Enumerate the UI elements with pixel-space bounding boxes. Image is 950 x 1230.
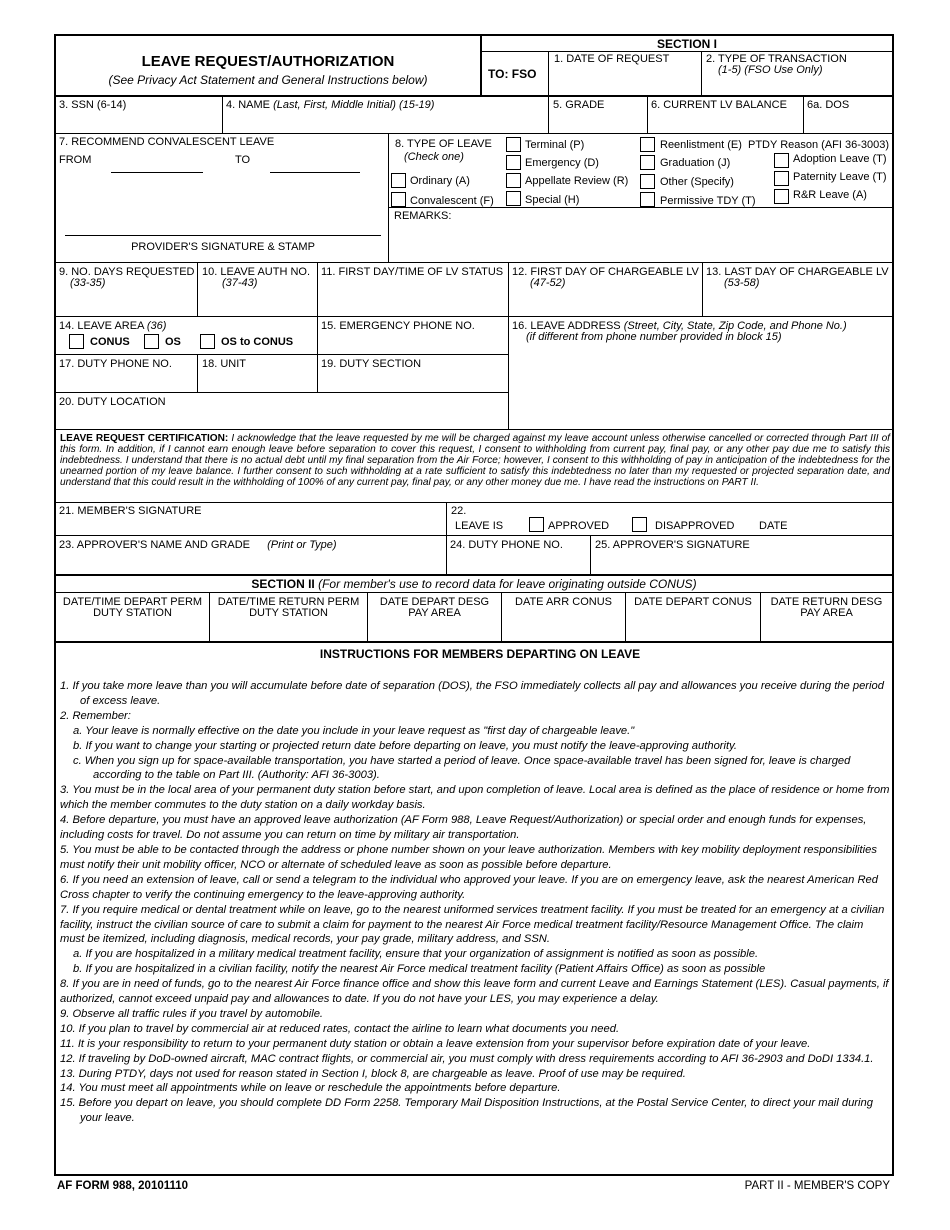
instruction-item: 12. If traveling by DoD-owned aircraft, MAC contract flights, or commercial air, you must comply with dress requirements according to AFI 36-2903 and DoDI 1334.1. (60, 1052, 874, 1065)
section-ii-col-4-line1: DATE ARR CONUS (515, 596, 612, 608)
last-chargeable-field[interactable] (703, 263, 892, 316)
leave-area-note: (36) (146, 320, 167, 332)
special-label: Special (H) (525, 194, 580, 206)
section-ii-col-3-line1: DATE DEPART DESG (379, 596, 490, 608)
lv-balance-field[interactable] (648, 97, 803, 133)
last-chargeable-note: (53-58) (724, 277, 760, 289)
instruction-item: b. If you are hospitalized in a civilian facility, notify the nearest Air Force medical treatment facility (Patient Affairs Office) as soon as possible (73, 963, 766, 976)
section-ii-col-2-line2: DUTY STATION (249, 607, 328, 619)
conus-checkbox[interactable] (69, 334, 84, 349)
approver-name-label-text: 23. APPROVER'S NAME AND GRADE (59, 539, 250, 551)
leave-is-label: LEAVE IS (455, 520, 504, 532)
date-of-request-label: 1. DATE OF REQUEST (554, 53, 670, 65)
appellate-checkbox[interactable] (506, 173, 521, 188)
permissive-tdy-label: Permissive TDY (T) (660, 195, 756, 207)
date-of-request-field[interactable] (549, 52, 701, 95)
paternity-label: Paternity Leave (T) (793, 171, 887, 183)
instruction-item: a. If you are hospitalized in a military medical treatment facility, ensure that your organization of assignment is notified as soon as possible. (73, 948, 759, 961)
approved-label: APPROVED (548, 520, 610, 532)
duty-phone24-label: 24. DUTY PHONE NO. (450, 539, 563, 551)
instructions-heading: INSTRUCTIONS FOR MEMBERS DEPARTING ON LEAVE (319, 647, 641, 661)
copy-label: PART II - MEMBER'S COPY (744, 1180, 890, 1192)
instruction-item: c. When you sign up for space-available transportation, you have started a period of leave. Once space-available travel has been signed for, leave is charged according to the table on Part III. (Authority: AFI 36-3003). (73, 754, 851, 782)
leave-request-certification (60, 433, 890, 488)
reenlistment-checkbox[interactable] (640, 137, 655, 152)
leave-address-label-text: 16. LEAVE ADDRESS (512, 320, 621, 332)
from-date-input[interactable] (111, 158, 203, 173)
leave-address-note: (Street, City, State, Zip Code, and Phone No.) (623, 320, 847, 332)
leave-address-field[interactable] (509, 317, 892, 429)
instruction-item: 4. Before departure, you must have an approved leave authorization (AF Form 988, Leave Request/Authorization) or special order and enough funds for expenses, including costs for travel. Do not assume you can return on time by military air transportation. (60, 814, 867, 842)
form-subtitle: (See Privacy Act Statement and General Instructions below) (108, 73, 428, 87)
to-date-input[interactable] (270, 158, 360, 173)
type-of-transaction-label: 2. TYPE OF TRANSACTION (706, 53, 847, 65)
instruction-item: 10. If you plan to travel by commercial air at reduced rates, contact the airline to learn what documents you need. (60, 1022, 620, 1035)
section-i-label: SECTION I (656, 37, 717, 51)
remarks-label: REMARKS: (394, 210, 452, 222)
section-ii-col-6-line1: DATE RETURN DESG (770, 596, 883, 608)
certification-text: I acknowledge that the leave requested by me will be charged against my leave account unless otherwise cancelled or corrected through Part III of this form. In addition, if I cannot earn enough leave before separation to cover this request, I consent to withholding from current pay, final pay, or any other pay due me to satisfy this indebtedness. I understand that there is no actual debt until my final separation from the Air Force; however, I consent to this withholding of pay in anticipation of the indebtedness for the unearned portion of my leave balance. I further consent to such withholding at a rate sufficient to satisfy this indebtedness no later than my requested or projected separation date, and understand that this could result in the withholding of 100% of any current pay, final pay, or any other money due me. I have read the instructions on PART II. (60, 433, 890, 488)
appellate-label: Appellate Review (R) (525, 175, 629, 187)
instructions-list (60, 679, 890, 1126)
ptdy-reason-label: PTDY Reason (AFI 36-3003) (748, 139, 890, 151)
section-ii-heading (56, 578, 892, 590)
leave-auth-label: 10. LEAVE AUTH NO. (202, 266, 311, 278)
emergency-phone-label: 15. EMERGENCY PHONE NO. (321, 320, 475, 332)
days-requested-note: (33-35) (70, 277, 106, 289)
provider-signature-line[interactable] (65, 220, 381, 236)
terminal-label: Terminal (P) (525, 139, 585, 151)
graduation-checkbox[interactable] (640, 155, 655, 170)
certification-heading: LEAVE REQUEST CERTIFICATION: (60, 433, 229, 444)
instruction-item: b. If you want to change your starting or projected return date before departing on leave, you must notify the leave-approving authority. (73, 739, 737, 752)
provider-signature-label: PROVIDER'S SIGNATURE & STAMP (131, 241, 315, 253)
name-label-note: (Last, First, Middle Initial) (15-19) (273, 99, 435, 111)
section-ii-col-5[interactable] (626, 593, 760, 641)
section-ii-col-1-line2: DUTY STATION (93, 607, 172, 619)
special-checkbox[interactable] (506, 191, 521, 206)
reenlistment-label: Reenlistment (E) (660, 139, 742, 151)
duty-location-label: 20. DUTY LOCATION (59, 396, 166, 408)
to-fso-label: TO: FSO (488, 67, 537, 81)
first-day-status-label: 11. FIRST DAY/TIME OF LV STATUS (321, 266, 504, 278)
section-ii-col-6[interactable] (761, 593, 892, 641)
block22-label: 22. (451, 505, 467, 517)
instruction-item: 7. If you require medical or dental treatment while on leave, go to the nearest uniformed services treatment facility. If you must be treated for an emergency at a civilian facility, instruct the civilian source of care to submit a claim for payment to the nearest Air Force medical treatment facility/Resource Management Office. The claim must be itemized, including diagnosis, medical records, your pay grade, military address, and SSN. (60, 903, 885, 946)
days-requested-label: 9. NO. DAYS REQUESTED (59, 266, 195, 278)
emergency-label: Emergency (D) (525, 157, 599, 169)
terminal-checkbox[interactable] (506, 137, 521, 152)
first-chargeable-note: (47-52) (530, 277, 566, 289)
to-label: TO (235, 154, 251, 166)
instruction-item: a. Your leave is normally effective on the date you include in your leave request as "first day of chargeable leave." (73, 724, 635, 737)
instruction-item: 8. If you are in need of funds, go to the nearest Air Force finance office and show this leave form and current Leave and Earnings Statement (LES). Casual payments, if authorized, cannot exceed unpaid pay and allowances to date. If you do not have your LES, you may experience a delay. (60, 978, 889, 1006)
unit-field[interactable] (198, 355, 317, 392)
type-of-leave-label: 8. TYPE OF LEAVE (395, 138, 492, 150)
approver-name-note: (Print or Type) (267, 539, 337, 551)
dos-field[interactable] (804, 97, 892, 133)
approver-signature-field[interactable] (591, 536, 892, 574)
ordinary-checkbox[interactable] (391, 173, 406, 188)
graduation-label: Graduation (J) (660, 157, 731, 169)
name-label-text: 4. NAME (226, 99, 271, 111)
date-label: DATE (759, 520, 788, 532)
duty-section-field[interactable] (318, 355, 508, 392)
instruction-item: 1. If you take more leave than you will accumulate before date of separation (DOS), the FSO immediately collects all pay and allowances you receive during the period of excess leave. (60, 680, 884, 707)
ssn-label: 3. SSN (6-14) (59, 99, 127, 111)
grade-field[interactable] (549, 97, 647, 133)
duty-location-field[interactable] (56, 393, 508, 429)
form-title: LEAVE REQUEST/AUTHORIZATION (141, 53, 395, 70)
form-id: AF FORM 988, 20101110 (57, 1180, 189, 1192)
conus-label: CONUS (90, 336, 130, 348)
emergency-checkbox[interactable] (506, 155, 521, 170)
instruction-item: 11. It is your responsibility to return to your permanent duty station or obtain a leave extension from your supervisor before expiration date of your leave. (60, 1037, 811, 1050)
convalescent-checkbox[interactable] (391, 192, 406, 207)
section-ii-label: SECTION II (251, 577, 315, 591)
member-signature-label: 21. MEMBER'S SIGNATURE (59, 505, 202, 517)
os-checkbox[interactable] (144, 334, 159, 349)
member-signature-field[interactable] (56, 503, 446, 535)
permissive-tdy-checkbox[interactable] (640, 192, 655, 207)
section-ii-col-6-line2: PAY AREA (800, 607, 853, 619)
type-of-leave-note: (Check one) (404, 151, 464, 163)
first-day-status-field[interactable] (318, 263, 508, 316)
section-ii-col-3-line2: PAY AREA (408, 607, 461, 619)
leave-area-label (59, 320, 166, 332)
section-ii-col-3[interactable] (368, 593, 501, 641)
type-of-transaction-field[interactable] (702, 52, 892, 95)
approver-name-field[interactable] (56, 536, 446, 574)
section-ii-col-4[interactable] (502, 593, 625, 641)
last-chargeable-label: 13. LAST DAY OF CHARGEABLE LV (706, 266, 889, 278)
instruction-item: 15. Before you depart on leave, you should complete DD Form 2258. Temporary Mail Disposition Instructions, at the Postal Service Center, to direct your mail during your leave. (60, 1097, 873, 1125)
name-label (226, 99, 434, 111)
instruction-item: 14. You must meet all appointments while on leave or reschedule the appointments before departure. (60, 1082, 561, 1095)
adoption-checkbox[interactable] (774, 153, 789, 168)
dos-label: 6a. DOS (807, 99, 850, 111)
duty-phone-label: 17. DUTY PHONE NO. (59, 358, 172, 370)
days-requested-field[interactable] (56, 263, 197, 316)
disapproved-label: DISAPPROVED (655, 520, 735, 532)
duty-phone24-field[interactable] (447, 536, 590, 574)
duty-phone-field[interactable] (56, 355, 197, 392)
leave-address-note2: (if different from phone number provided in block 15) (526, 331, 782, 343)
os-label: OS (165, 336, 181, 348)
duty-section-label: 19. DUTY SECTION (321, 358, 422, 370)
section-ii-col-5-line1: DATE DEPART CONUS (634, 596, 752, 608)
other-label: Other (Specify) (660, 176, 734, 188)
approver-name-label (59, 539, 337, 551)
remarks-field[interactable] (389, 208, 892, 262)
other-checkbox[interactable] (640, 174, 655, 189)
from-label: FROM (59, 154, 92, 166)
leave-auth-note: (37-43) (222, 277, 258, 289)
rr-leave-label: R&R Leave (A) (793, 189, 867, 201)
approver-signature-label: 25. APPROVER'S SIGNATURE (595, 539, 750, 551)
section-ii-col-1[interactable] (56, 593, 209, 641)
instruction-item: 2. Remember: (60, 709, 131, 722)
name-field[interactable] (223, 97, 548, 133)
type-of-transaction-note: (1-5) (FSO Use Only) (718, 64, 823, 76)
ordinary-label: Ordinary (A) (410, 175, 470, 187)
convalescent-label: Convalescent (F) (410, 195, 494, 207)
os-to-conus-checkbox[interactable] (200, 334, 215, 349)
instruction-item: 13. During PTDY, days not used for reason stated in Section I, block 8, are chargeable as leave. Proof of use may be required. (60, 1067, 686, 1080)
instruction-item: 9. Observe all traffic rules if you travel by automobile. (60, 1007, 324, 1020)
adoption-label: Adoption Leave (T) (793, 153, 887, 165)
approved-checkbox[interactable] (529, 517, 544, 532)
leave-auth-field[interactable] (198, 263, 317, 316)
lv-balance-label: 6. CURRENT LV BALANCE (651, 99, 787, 111)
rr-leave-checkbox[interactable] (774, 189, 789, 204)
os-to-conus-label: OS to CONUS (221, 336, 294, 348)
section-ii-col-1-line1: DATE/TIME DEPART PERM (62, 596, 203, 608)
first-chargeable-label: 12. FIRST DAY OF CHARGEABLE LV (512, 266, 699, 278)
section-ii-note: (For member's use to record data for leave originating outside CONUS) (318, 577, 697, 591)
first-chargeable-field[interactable] (509, 263, 702, 316)
section-ii-col-2[interactable] (210, 593, 367, 641)
disapproved-checkbox[interactable] (632, 517, 647, 532)
instruction-item: 3. You must be in the local area of your permanent duty station before start, and upon completion of leave. Local area is defined as the place of residence or home from which the member commutes to the duty station on a daily workday basis. (60, 784, 890, 812)
emergency-phone-field[interactable] (318, 317, 508, 354)
section-ii-col-2-line1: DATE/TIME RETURN PERM (217, 596, 360, 608)
ssn-field[interactable] (56, 97, 222, 133)
leave-area-label-text: 14. LEAVE AREA (59, 320, 144, 332)
convalescent-leave-label: 7. RECOMMEND CONVALESCENT LEAVE (59, 136, 275, 148)
paternity-checkbox[interactable] (774, 171, 789, 186)
instruction-item: 6. If you need an extension of leave, call or send a telegram to the individual who approved your leave. If you are on emergency leave, ask the nearest American Red Cross chapter to verify the continuing emergency to the leave-approving authority. (60, 873, 878, 901)
unit-label: 18. UNIT (202, 358, 247, 370)
instruction-item: 5. You must be able to be contacted through the address or phone number shown on your leave authorization. Members with key mobility deployment responsibilities must notify their unit mobility officer, NCO or alternate of scheduled leave as soon as possible before departure. (60, 843, 877, 871)
grade-label: 5. GRADE (553, 99, 605, 111)
